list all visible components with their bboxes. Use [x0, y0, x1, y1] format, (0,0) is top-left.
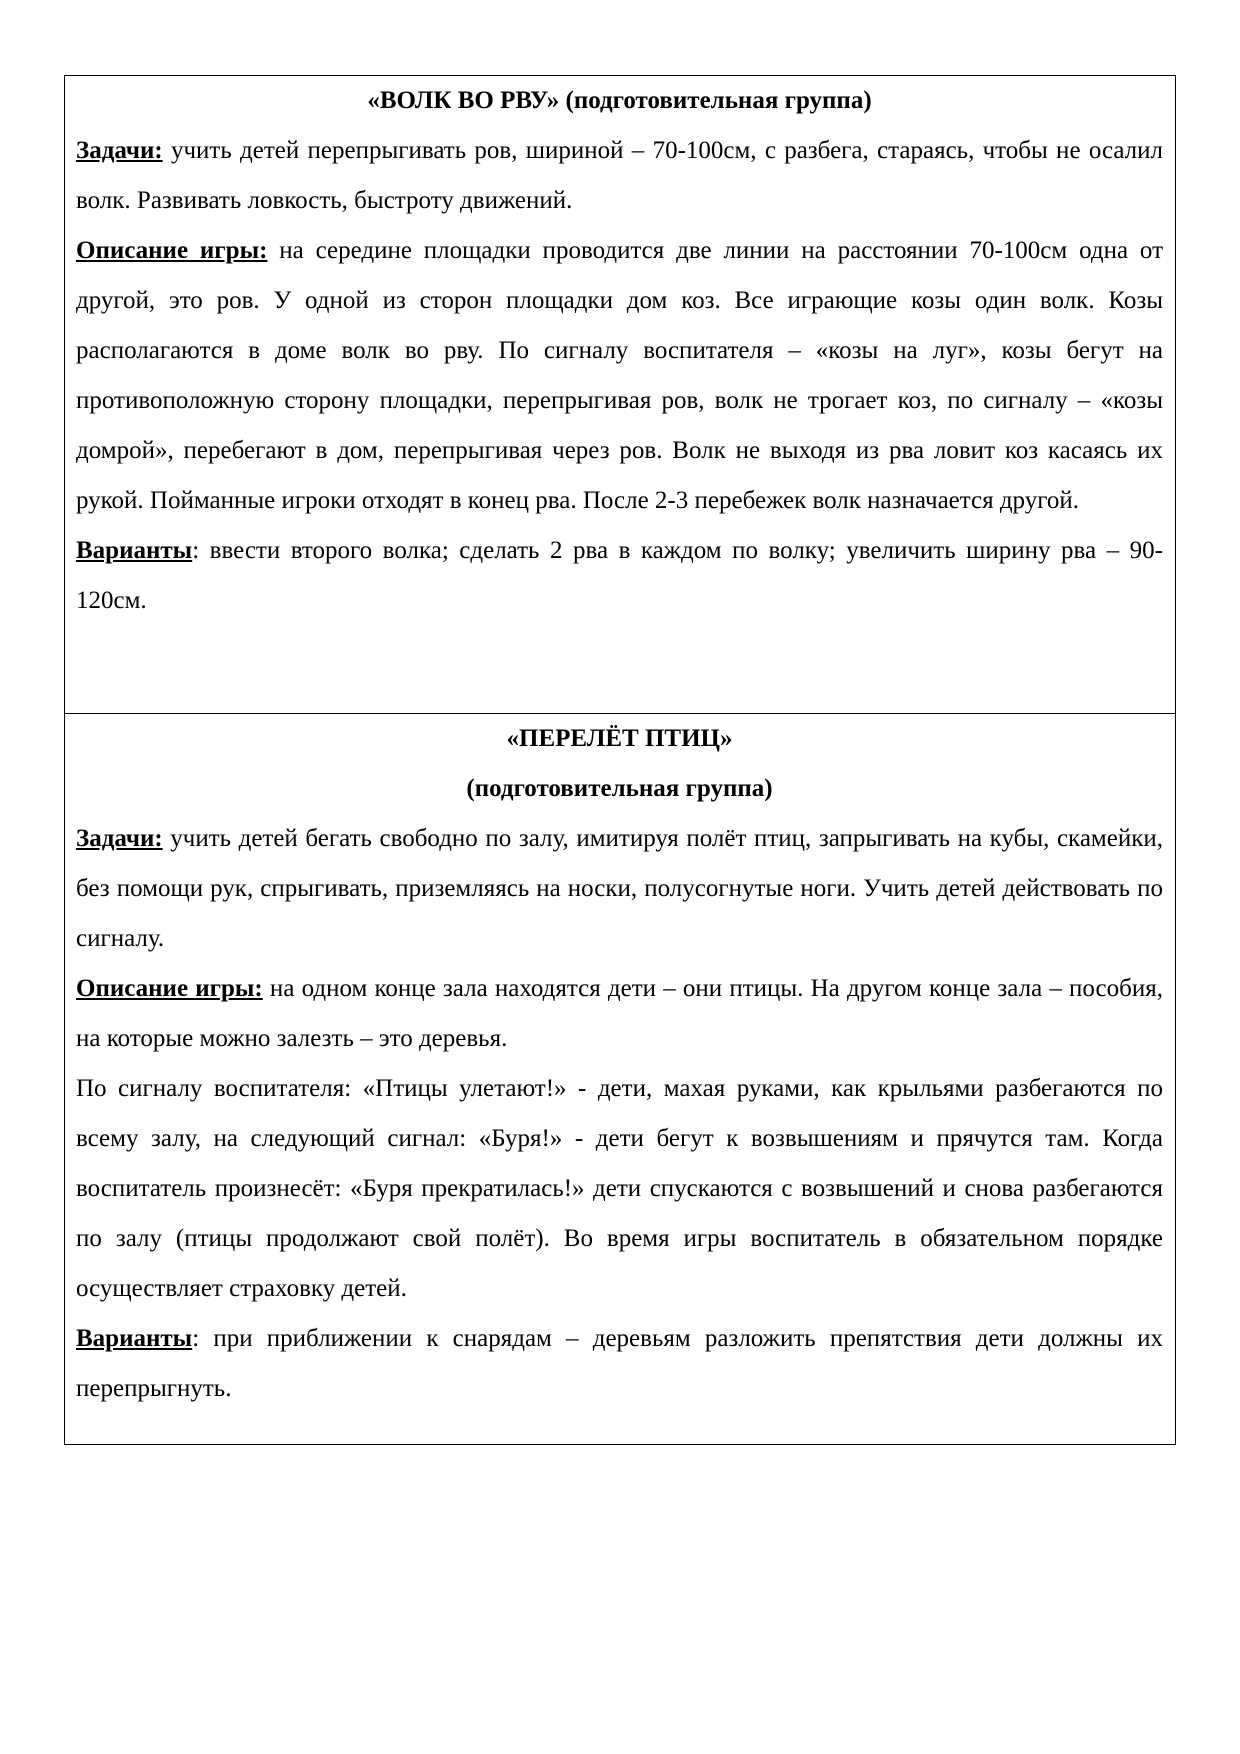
description-paragraph — [76, 964, 1163, 1064]
variants-label: Варианты — [76, 537, 193, 564]
variants-text: : ввести второго волка; сделать 2 рва в каждом по волку; увеличить ширину рва – 90-120см. — [76, 537, 1163, 614]
description-label: Описание игры: — [76, 975, 263, 1002]
game-title: «ВОЛК ВО РВУ» (подготовительная группа) — [367, 87, 872, 114]
description-paragraph-2: По сигналу воспитателя: «Птицы улетают!» - дети, махая руками, как крыльями разбегаются по всему залу, на следующий сигнал: «Буря!» - дети бегут к возвышениям и прячутся там. Когда воспитатель произнесёт: «Буря прекратилась!» дети спускаются с возвышений и снова разбегаются по залу (птицы продолжают свой полёт). Во время игры воспитатель в обязательном порядке осуществляет страховку детей. — [76, 1075, 1163, 1302]
game-card-bird-flight — [65, 713, 1175, 1444]
tasks-text: учить детей перепрыгивать ров, шириной – 70-100см, с разбега, стараясь, чтобы не осалил волк. Развивать ловкость, быстроту движений. — [76, 137, 1163, 214]
description-paragraph — [76, 226, 1163, 526]
tasks-paragraph — [76, 814, 1163, 964]
description-text: на одном конце зала находятся дети – они птицы. На другом конце зала – пособия, на которые можно залезть – это деревья. — [76, 975, 1163, 1052]
tasks-paragraph — [76, 126, 1163, 226]
tasks-label: Задачи: — [76, 137, 163, 164]
tasks-label: Задачи: — [76, 825, 163, 852]
game-card-wolf-in-ditch — [65, 76, 1175, 713]
description-text: на середине площадки проводится две линии на расстоянии 70-100см одна от другой, это ров. У одной из сторон площадки дом коз. Все играющие козы один волк. Козы располагаются в доме волк во рву. По сигналу воспитателя – «козы на луг», козы бегут на противоположную сторону площадки, перепрыгивая ров, волк не трогает коз, по сигналу – «козы домрой», перебегают в дом, перепрыгивая через ров. Волк не выходя из рва ловит коз касаясь их рукой. Пойманные игроки отходят в конец рва. После 2-3 перебежек волк назначается другой. — [76, 237, 1163, 514]
variants-paragraph — [76, 1314, 1163, 1414]
game-subtitle: (подготовительная группа) — [466, 775, 773, 802]
description-label: Описание игры: — [76, 237, 268, 264]
variants-paragraph — [76, 526, 1163, 626]
game-title: «ПЕРЕЛЁТ ПТИЦ» — [506, 725, 733, 752]
variants-label: Варианты — [76, 1325, 193, 1352]
tasks-text: учить детей бегать свободно по залу, имитируя полёт птиц, запрыгивать на кубы, скамейки, без помощи рук, спрыгивать, приземляясь на носки, полусогнутые ноги. Учить детей действовать по сигналу. — [76, 825, 1163, 952]
games-table — [64, 75, 1176, 1445]
variants-text: : при приближении к снарядам – деревьям разложить препятствия дети должны их перепрыгнуть. — [76, 1325, 1163, 1402]
